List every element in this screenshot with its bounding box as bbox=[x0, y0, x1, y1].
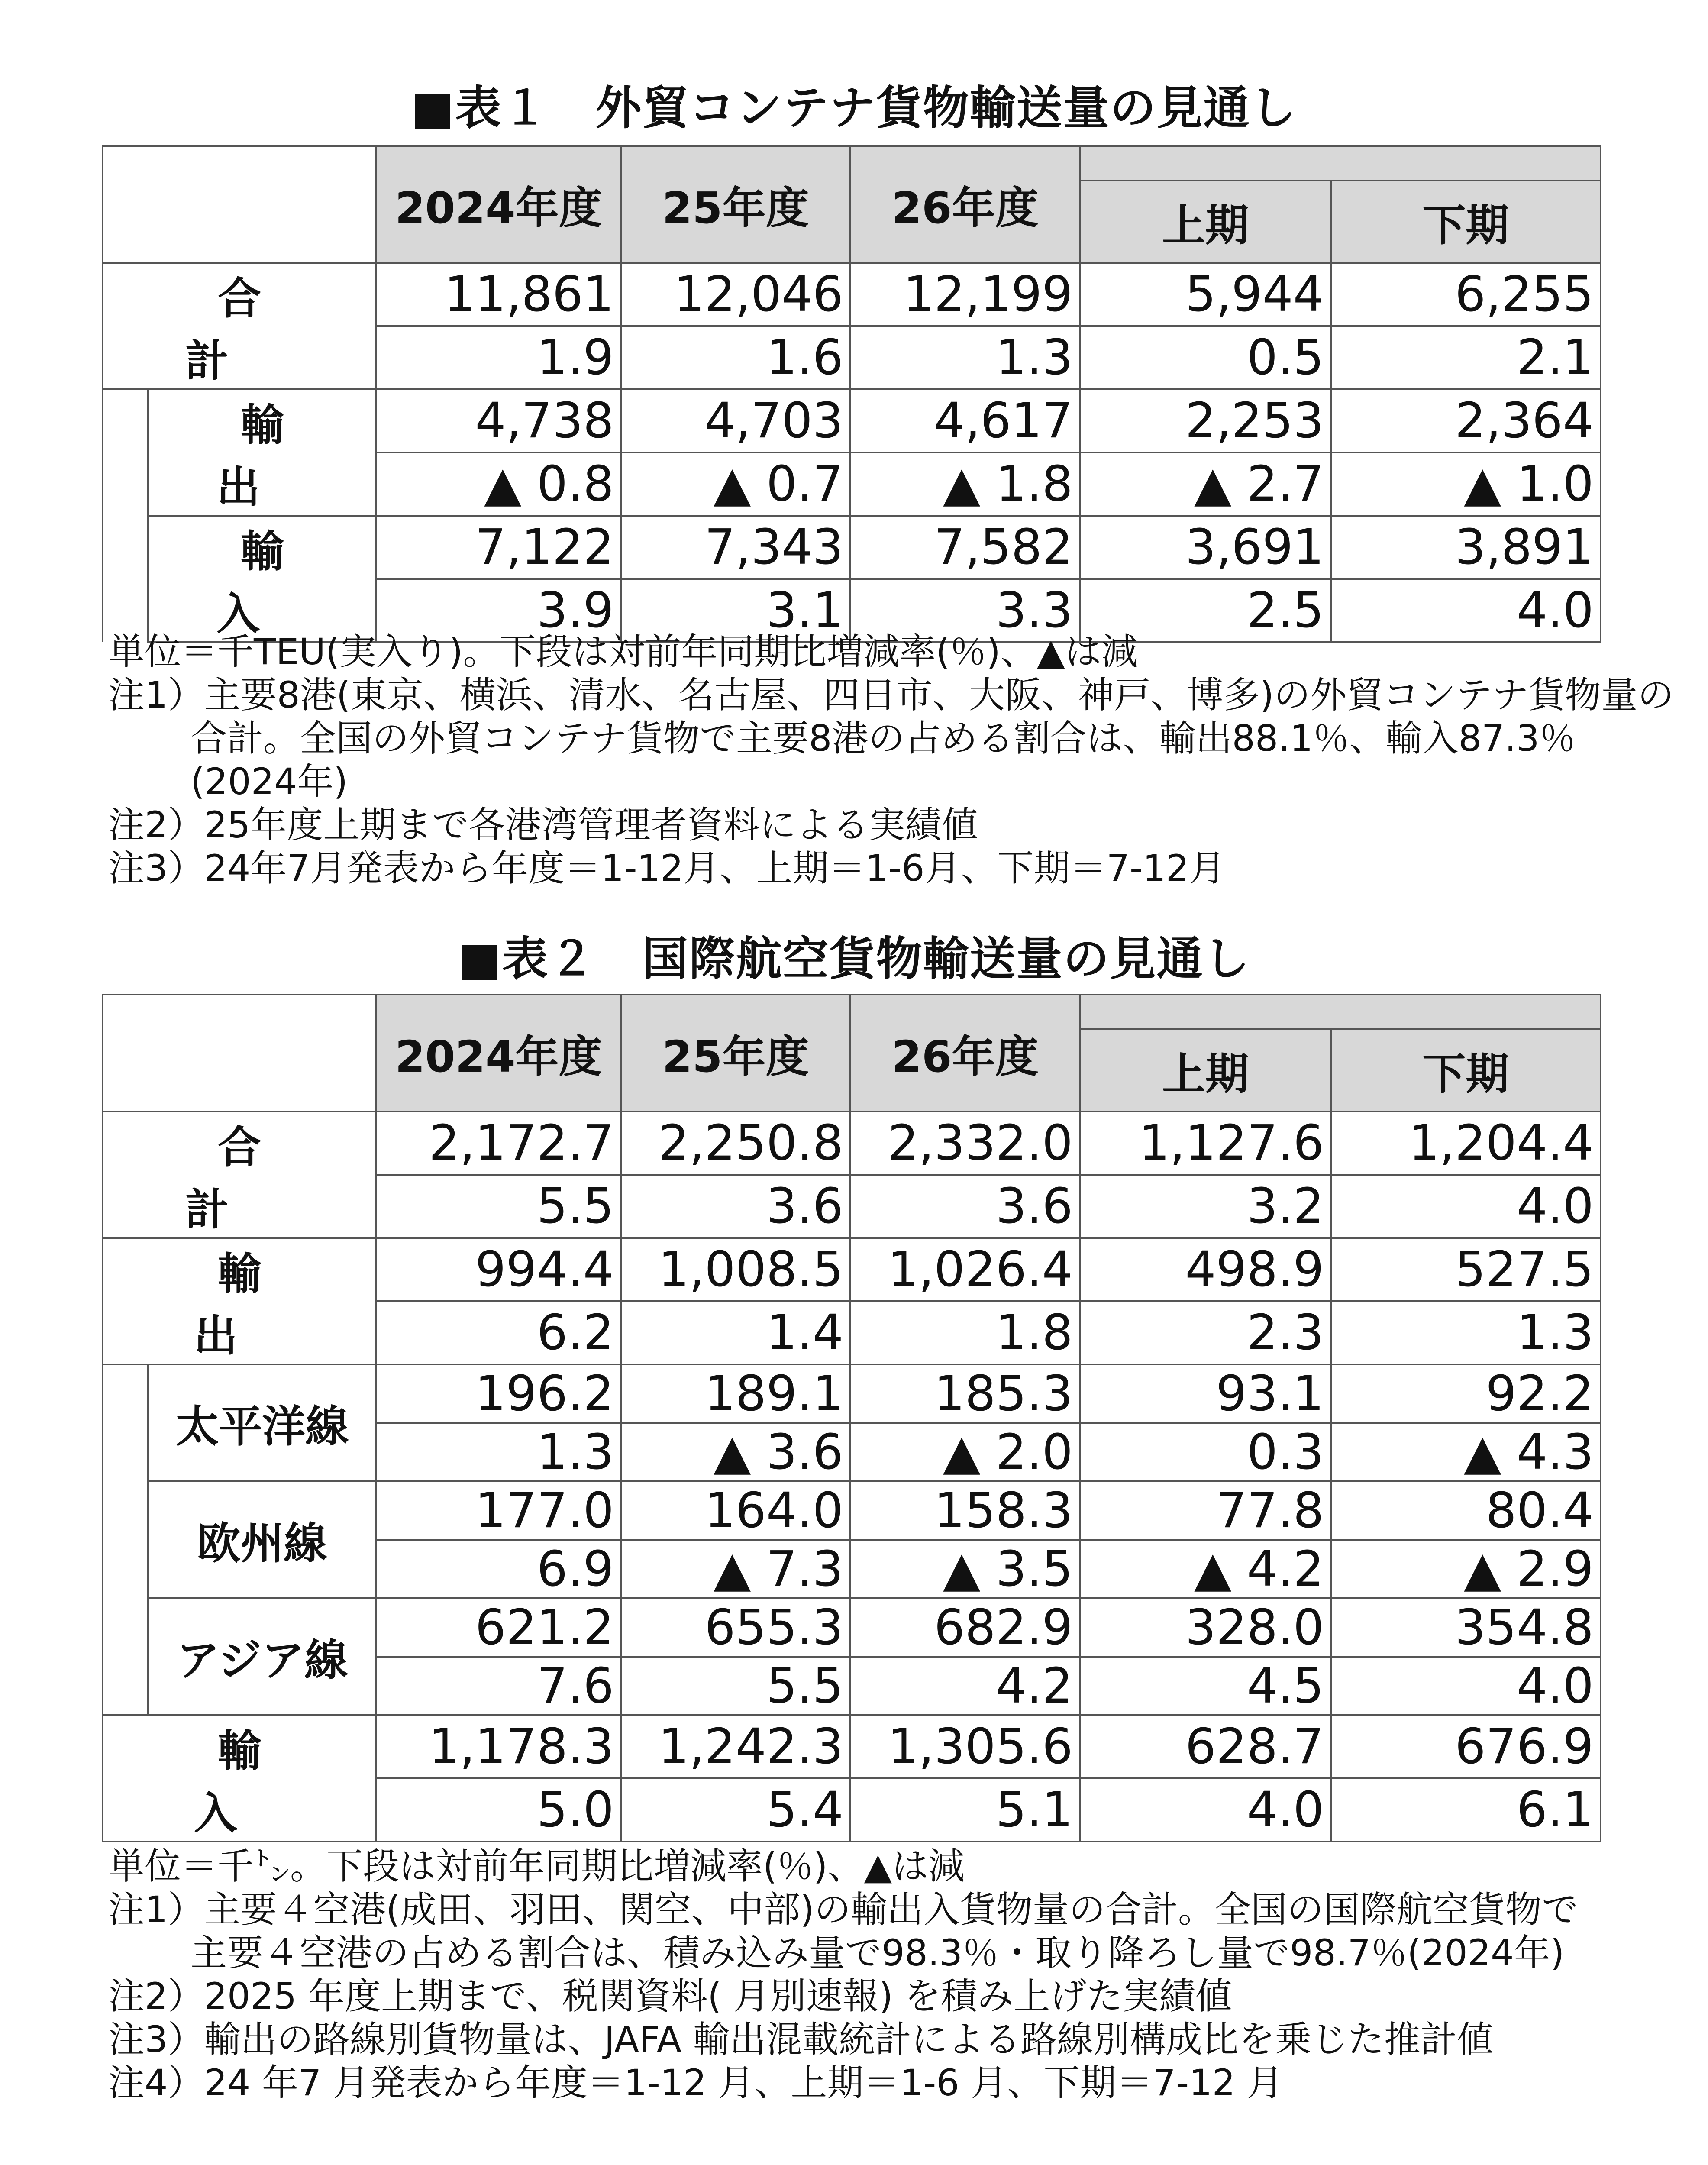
table2-cell: 6.1 bbox=[1331, 1778, 1601, 1842]
table2-cell: 2,250.8 bbox=[621, 1112, 850, 1175]
table1-cell: 0.5 bbox=[1080, 326, 1331, 389]
table2-row-pacific-label: 太平洋線 bbox=[148, 1364, 376, 1481]
table2-cell: 7.6 bbox=[376, 1657, 621, 1715]
table2-cell: 3.6 bbox=[850, 1175, 1080, 1238]
table2-title: ■表２ 国際航空貨物輸送量の見通し bbox=[458, 932, 1250, 986]
table2-cell: 498.9 bbox=[1080, 1238, 1331, 1301]
table1-cell: 7,343 bbox=[621, 516, 850, 579]
table2-header-first-half: 上期 bbox=[1080, 1029, 1331, 1112]
table1-cell: 12,199 bbox=[850, 263, 1080, 326]
table2-cell: 1.4 bbox=[621, 1301, 850, 1364]
table2-cell: 5.4 bbox=[621, 1778, 850, 1842]
table2-cell: 5.1 bbox=[850, 1778, 1080, 1842]
table2-cell: 1,026.4 bbox=[850, 1238, 1080, 1301]
table2-cell: 4.0 bbox=[1331, 1657, 1601, 1715]
table1-note: (2024年) bbox=[190, 760, 348, 803]
table1-header-first-half: 上期 bbox=[1080, 181, 1331, 263]
table1-note: 注2）25年度上期まで各港湾管理者資料による実績値 bbox=[108, 804, 978, 846]
table2-cell: ▲ 2.0 bbox=[850, 1423, 1080, 1481]
table2 bbox=[102, 994, 1601, 1842]
table2-cell: ▲ 2.9 bbox=[1331, 1540, 1601, 1598]
table2-cell: 994.4 bbox=[376, 1238, 621, 1301]
table2-cell: ▲ 3.6 bbox=[621, 1423, 850, 1481]
table1-cell: 7,582 bbox=[850, 516, 1080, 579]
table2-cell: 6.2 bbox=[376, 1301, 621, 1364]
table1-cell: 5,944 bbox=[1080, 263, 1331, 326]
table2-cell: ▲ 4.2 bbox=[1080, 1540, 1331, 1598]
table2-indent bbox=[103, 1364, 148, 1715]
table2-cell: 676.9 bbox=[1331, 1715, 1601, 1778]
table1-cell: 1.6 bbox=[621, 326, 850, 389]
table1-header-2024: 2024年度 bbox=[376, 146, 621, 263]
table2-row-europe-label: 欧州線 bbox=[148, 1481, 376, 1598]
table2-cell: 1,127.6 bbox=[1080, 1112, 1331, 1175]
table2-note: 注3）輸出の路線別貨物量は、JAFA 輸出混載統計による路線別構成比を乗じた推計値 bbox=[108, 2018, 1493, 2061]
table2-cell: 1.3 bbox=[1331, 1301, 1601, 1364]
table1-row-import-label: 輸 入 bbox=[148, 516, 376, 642]
table1-cell: 3,891 bbox=[1331, 516, 1601, 579]
table1-header-25: 25年度 bbox=[621, 146, 850, 263]
table1-cell: 2,253 bbox=[1080, 389, 1331, 452]
table2-cell: 527.5 bbox=[1331, 1238, 1601, 1301]
table2-row-total-label: 合 計 bbox=[103, 1112, 376, 1238]
table2-row-import-label: 輸 入 bbox=[103, 1715, 376, 1842]
table2-row-export-label: 輸 出 bbox=[103, 1238, 376, 1364]
table2-header-26: 26年度 bbox=[850, 995, 1080, 1112]
table1-cell: 4,617 bbox=[850, 389, 1080, 452]
table1-cell: 12,046 bbox=[621, 263, 850, 326]
table1-corner bbox=[103, 146, 376, 263]
table1-note: 注3）24年7月発表から年度＝1-12月、上期＝1-6月、下期＝7-12月 bbox=[108, 847, 1226, 889]
table2-cell: 2.3 bbox=[1080, 1301, 1331, 1364]
table1-header-second-half: 下期 bbox=[1331, 181, 1601, 263]
table2-cell: ▲ 3.5 bbox=[850, 1540, 1080, 1598]
table1-cell: 4,738 bbox=[376, 389, 621, 452]
table1-note: 単位＝千TEU(実入り)。下段は対前年同期比増減率(％)、▲は減 bbox=[108, 630, 1138, 673]
table1-cell: 3.1 bbox=[621, 579, 850, 642]
table1-cell: ▲ 1.8 bbox=[850, 452, 1080, 516]
table2-header-2024: 2024年度 bbox=[376, 995, 621, 1112]
table1-cell: 3.3 bbox=[850, 579, 1080, 642]
table2-cell: 4.5 bbox=[1080, 1657, 1331, 1715]
table1-cell: 1.9 bbox=[376, 326, 621, 389]
table2-cell: 4.0 bbox=[1080, 1778, 1331, 1842]
table1 bbox=[102, 145, 1601, 643]
table2-corner bbox=[103, 995, 376, 1112]
table1-indent bbox=[103, 389, 148, 642]
table1-cell: 3,691 bbox=[1080, 516, 1331, 579]
table2-cell: 621.2 bbox=[376, 1598, 621, 1657]
table1-note: 合計。全国の外貿コンテナ貨物で主要8港の占める割合は、輸出88.1％、輸入87.3％ bbox=[190, 717, 1576, 759]
table2-cell: 189.1 bbox=[621, 1364, 850, 1423]
table1-cell: 4.0 bbox=[1331, 579, 1601, 642]
table2-cell: 1,305.6 bbox=[850, 1715, 1080, 1778]
table2-cell: 1,242.3 bbox=[621, 1715, 850, 1778]
table2-cell: 0.3 bbox=[1080, 1423, 1331, 1481]
table2-cell: 2,332.0 bbox=[850, 1112, 1080, 1175]
table1-cell: ▲ 0.8 bbox=[376, 452, 621, 516]
table1-note: 注1）主要8港(東京、横浜、清水、名古屋、四日市、大阪、神戸、博多)の外貿コンテナ貨物量の bbox=[108, 674, 1674, 716]
table2-notes bbox=[108, 1845, 1624, 2104]
table2-cell: 3.2 bbox=[1080, 1175, 1331, 1238]
table2-cell: 2,172.7 bbox=[376, 1112, 621, 1175]
table2-cell: 196.2 bbox=[376, 1364, 621, 1423]
table2-cell: ▲ 7.3 bbox=[621, 1540, 850, 1598]
table1-cell: 11,861 bbox=[376, 263, 621, 326]
table1-cell: 6,255 bbox=[1331, 263, 1601, 326]
table2-cell: 6.9 bbox=[376, 1540, 621, 1598]
table2-cell: 185.3 bbox=[850, 1364, 1080, 1423]
table1-cell: 2.1 bbox=[1331, 326, 1601, 389]
table2-cell: 1,008.5 bbox=[621, 1238, 850, 1301]
table2-note: 注2）2025 年度上期まで、税関資料( 月別速報) を積み上げた実績値 bbox=[108, 1975, 1232, 2017]
table1-cell: 2,364 bbox=[1331, 389, 1601, 452]
table2-header-25: 25年度 bbox=[621, 995, 850, 1112]
table2-cell: 682.9 bbox=[850, 1598, 1080, 1657]
table2-cell: 4.0 bbox=[1331, 1175, 1601, 1238]
table2-cell: 177.0 bbox=[376, 1481, 621, 1540]
table1-cell: ▲ 2.7 bbox=[1080, 452, 1331, 516]
table2-cell: 5.5 bbox=[621, 1657, 850, 1715]
table2-cell: 5.5 bbox=[376, 1175, 621, 1238]
table2-cell: 1,178.3 bbox=[376, 1715, 621, 1778]
table1-header-26-span bbox=[1080, 146, 1601, 181]
table2-cell: 1.8 bbox=[850, 1301, 1080, 1364]
table1-notes bbox=[108, 630, 1674, 890]
table2-row-asia-label: アジア線 bbox=[148, 1598, 376, 1715]
table2-cell: 158.3 bbox=[850, 1481, 1080, 1540]
table2-header-26-span bbox=[1080, 995, 1601, 1029]
table1-cell: 3.9 bbox=[376, 579, 621, 642]
table2-cell: 655.3 bbox=[621, 1598, 850, 1657]
table2-note: 主要４空港の占める割合は、積み込み量で98.3％・取り降ろし量で98.7％(2024年) bbox=[190, 1932, 1565, 1974]
table2-cell: 5.0 bbox=[376, 1778, 621, 1842]
table2-cell: 4.2 bbox=[850, 1657, 1080, 1715]
table2-cell: 80.4 bbox=[1331, 1481, 1601, 1540]
table2-note: 注1）主要４空港(成田、羽田、関空、中部)の輸出入貨物量の合計。全国の国際航空貨物で bbox=[108, 1888, 1578, 1931]
table2-header-second-half: 下期 bbox=[1331, 1029, 1601, 1112]
table1-cell: 1.3 bbox=[850, 326, 1080, 389]
table2-cell: 93.1 bbox=[1080, 1364, 1331, 1423]
table1-cell: ▲ 0.7 bbox=[621, 452, 850, 516]
table2-note: 単位＝千㌧。下段は対前年同期比増減率(％)、▲は減 bbox=[108, 1845, 965, 1887]
table1-cell: 7,122 bbox=[376, 516, 621, 579]
table2-cell: 92.2 bbox=[1331, 1364, 1601, 1423]
table2-cell: 354.8 bbox=[1331, 1598, 1601, 1657]
table1-cell: ▲ 1.0 bbox=[1331, 452, 1601, 516]
table2-note: 注4）24 年7 月発表から年度＝1-12 月、上期＝1-6 月、下期＝7-12 月 bbox=[108, 2062, 1283, 2104]
table2-cell: 164.0 bbox=[621, 1481, 850, 1540]
table1-row-export-label: 輸 出 bbox=[148, 389, 376, 516]
table2-cell: ▲ 4.3 bbox=[1331, 1423, 1601, 1481]
table2-cell: 77.8 bbox=[1080, 1481, 1331, 1540]
table1-header-26: 26年度 bbox=[850, 146, 1080, 263]
table1-cell: 2.5 bbox=[1080, 579, 1331, 642]
table2-cell: 1.3 bbox=[376, 1423, 621, 1481]
table1-title: ■表１ 外貿コンテナ貨物輸送量の見通し bbox=[411, 81, 1297, 135]
table1-cell: 4,703 bbox=[621, 389, 850, 452]
table1-row-total-label: 合 計 bbox=[103, 263, 376, 389]
table2-cell: 3.6 bbox=[621, 1175, 850, 1238]
table2-cell: 628.7 bbox=[1080, 1715, 1331, 1778]
table2-cell: 328.0 bbox=[1080, 1598, 1331, 1657]
table2-cell: 1,204.4 bbox=[1331, 1112, 1601, 1175]
